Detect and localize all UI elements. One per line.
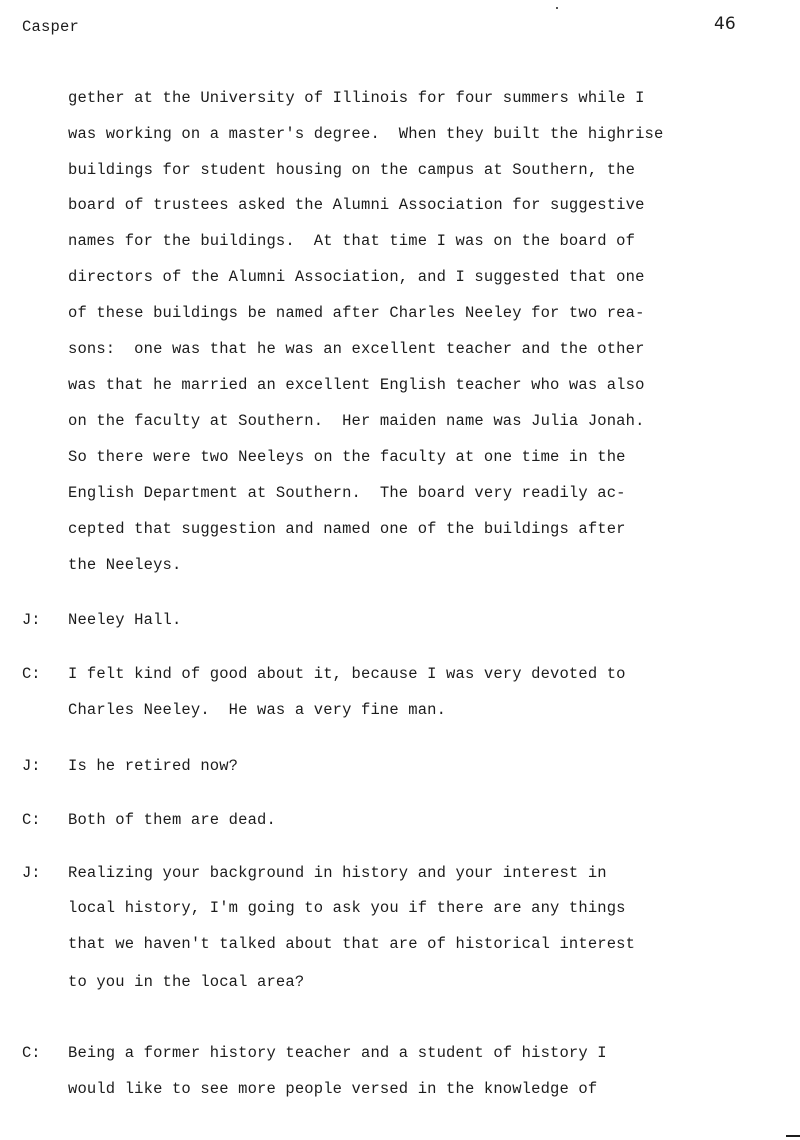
text-line: of these buildings be named after Charles Neeley for two rea- (68, 304, 645, 322)
stray-mark (556, 7, 558, 9)
text-line: cepted that suggestion and named one of the buildings after (68, 520, 626, 538)
text-line: names for the buildings. At that time I was on the board of (68, 232, 636, 250)
text-line: that we haven't talked about that are of historical interest (68, 935, 636, 953)
speaker-label: J: (22, 864, 41, 882)
speaker-label: C: (22, 665, 41, 683)
text-line: Is he retired now? (68, 757, 239, 775)
text-line: English Department at Southern. The board very readily ac- (68, 484, 626, 502)
text-line: board of trustees asked the Alumni Association for suggestive (68, 196, 645, 214)
text-line: Both of them are dead. (68, 811, 276, 829)
text-line: Charles Neeley. He was a very fine man. (68, 701, 447, 719)
text-line: Being a former history teacher and a student of history I (68, 1044, 607, 1062)
text-line: would like to see more people versed in the knowledge of (68, 1080, 598, 1098)
speaker-label: J: (22, 757, 41, 775)
speaker-label: J: (22, 611, 41, 629)
header-name: Casper (22, 18, 80, 36)
text-line: on the faculty at Southern. Her maiden name was Julia Jonah. (68, 412, 645, 430)
text-line: gether at the University of Illinois for four summers while I (68, 89, 645, 107)
edge-mark (786, 1135, 800, 1137)
text-line: local history, I'm going to ask you if there are any things (68, 899, 626, 917)
speaker-label: C: (22, 1044, 41, 1062)
page-number: 46 (714, 14, 736, 34)
text-line: to you in the local area? (68, 973, 305, 991)
text-line: Realizing your background in history and your interest in (68, 864, 607, 882)
text-line: sons: one was that he was an excellent teacher and the other (68, 340, 645, 358)
text-line: I felt kind of good about it, because I was very devoted to (68, 665, 626, 683)
text-line: was working on a master's degree. When they built the highrise (68, 125, 664, 143)
text-line: directors of the Alumni Association, and I suggested that one (68, 268, 645, 286)
speaker-label: C: (22, 811, 41, 829)
text-line: was that he married an excellent English teacher who was also (68, 376, 645, 394)
text-line: So there were two Neeleys on the faculty at one time in the (68, 448, 626, 466)
text-line: buildings for student housing on the campus at Southern, the (68, 161, 636, 179)
text-line: Neeley Hall. (68, 611, 182, 629)
text-line: the Neeleys. (68, 556, 182, 574)
